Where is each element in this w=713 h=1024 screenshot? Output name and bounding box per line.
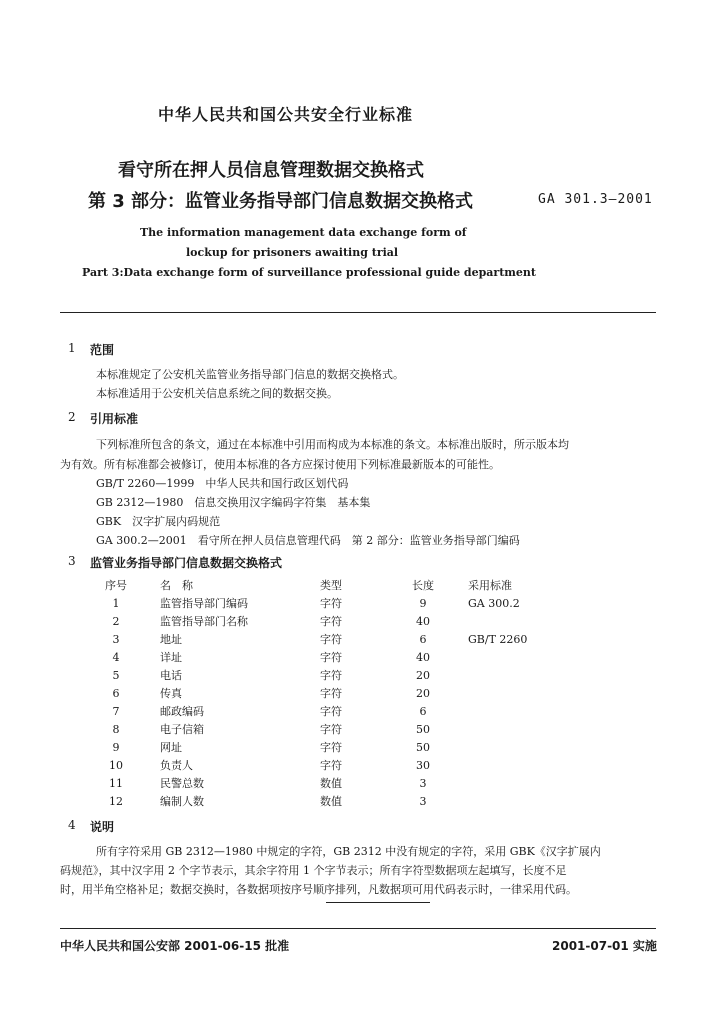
cell-seq: 11 xyxy=(109,777,123,790)
column-header: 名 称 xyxy=(160,579,193,592)
cell-seq: 10 xyxy=(109,759,123,772)
document-title-line2: 第 3 部分：监管业务指导部门信息数据交换格式 xyxy=(88,191,474,212)
cell-type: 数值 xyxy=(320,795,342,808)
column-header: 采用标准 xyxy=(468,579,512,592)
column-header: 长度 xyxy=(412,579,434,592)
cell-type: 字符 xyxy=(320,633,342,646)
cell-seq: 5 xyxy=(112,669,120,682)
section-1-number: 1 xyxy=(68,341,76,355)
cell-length: 6 xyxy=(419,633,427,646)
standard-category: 中华人民共和国公共安全行业标准 xyxy=(158,105,414,124)
cell-standard: GA 300.2 xyxy=(468,597,520,610)
cell-name: 监管指导部门名称 xyxy=(160,615,248,628)
column-header: 类型 xyxy=(320,579,342,592)
table-row xyxy=(82,649,608,667)
cell-standard: GB/T 2260 xyxy=(468,633,528,646)
column-header: 序号 xyxy=(105,579,127,592)
table-row xyxy=(82,703,608,721)
cell-type: 字符 xyxy=(320,741,342,754)
table-row xyxy=(82,685,608,703)
cell-seq: 12 xyxy=(109,795,123,808)
section-1-line: 本标准适用于公安机关信息系统之间的数据交换。 xyxy=(96,387,338,400)
english-title-line3: Part 3:Data exchange form of surveillance professional guide department xyxy=(82,266,536,279)
cell-length: 9 xyxy=(419,597,427,610)
cell-name: 民警总数 xyxy=(160,777,204,790)
section-4-line: 所有字符采用 GB 2312—1980 中规定的字符，GB 2312 中没有规定的字符，采用 GBK《汉字扩展内 xyxy=(96,845,601,858)
cell-type: 字符 xyxy=(320,687,342,700)
cell-standard xyxy=(468,775,608,793)
section-2-number: 2 xyxy=(68,410,76,424)
cell-seq: 4 xyxy=(112,651,120,664)
header-divider xyxy=(60,312,656,313)
cell-length: 50 xyxy=(416,723,430,736)
cell-name: 编制人数 xyxy=(160,795,204,808)
section-2-line: 为有效。所有标准都会被修订，使用本标准的各方应探讨使用下列标准最新版本的可能性。 xyxy=(60,458,500,471)
table-row xyxy=(82,631,608,649)
reference-item: GB 2312—1980 信息交换用汉字编码字符集 基本集 xyxy=(96,496,371,509)
reference-item: GB/T 2260—1999 中华人民共和国行政区划代码 xyxy=(96,477,349,490)
approval-info: 中华人民共和国公安部 2001-06-15 批准 xyxy=(60,939,290,953)
table-header-row xyxy=(82,577,608,595)
table-row xyxy=(82,739,608,757)
cell-standard xyxy=(468,757,608,775)
cell-seq: 8 xyxy=(112,723,120,736)
cell-type: 字符 xyxy=(320,669,342,682)
cell-seq: 3 xyxy=(112,633,120,646)
data-format-table xyxy=(82,577,608,811)
cell-standard xyxy=(468,739,608,757)
section-3-title: 监管业务指导部门信息数据交换格式 xyxy=(90,556,283,570)
cell-length: 40 xyxy=(416,615,430,628)
cell-length: 20 xyxy=(416,669,430,682)
english-title-line2: lockup for prisoners awaiting trial xyxy=(186,246,399,259)
cell-standard xyxy=(468,667,608,685)
cell-length: 3 xyxy=(419,795,427,808)
end-mark-line xyxy=(326,902,430,903)
cell-seq: 2 xyxy=(112,615,120,628)
table-row xyxy=(82,775,608,793)
cell-seq: 9 xyxy=(112,741,120,754)
cell-standard xyxy=(468,649,608,667)
table-row xyxy=(82,721,608,739)
cell-type: 数值 xyxy=(320,777,342,790)
cell-standard xyxy=(468,721,608,739)
section-4-number: 4 xyxy=(68,818,76,832)
table-row xyxy=(82,613,608,631)
table-row xyxy=(82,667,608,685)
cell-length: 6 xyxy=(419,705,427,718)
section-2-title: 引用标准 xyxy=(90,412,139,426)
reference-item: GA 300.2—2001 看守所在押人员信息管理代码 第 2 部分：监管业务指导部门编码 xyxy=(96,534,520,547)
cell-seq: 6 xyxy=(112,687,120,700)
section-1-line: 本标准规定了公安机关监管业务指导部门信息的数据交换格式。 xyxy=(96,368,404,381)
cell-standard xyxy=(468,685,608,703)
section-4-line: 码规范》，其中汉字用 2 个字节表示，其余字符用 1 个字节表示；所有字符型数据项左起填写，长度不足 xyxy=(60,864,567,877)
table-row xyxy=(82,793,608,811)
cell-name: 网址 xyxy=(160,741,182,754)
cell-type: 字符 xyxy=(320,615,342,628)
document-title-line1: 看守所在押人员信息管理数据交换格式 xyxy=(118,160,424,181)
cell-name: 电话 xyxy=(160,669,182,682)
footer-divider xyxy=(60,928,656,929)
table-row xyxy=(82,757,608,775)
section-4-title: 说明 xyxy=(90,820,115,834)
section-4-line: 时，用半角空格补足；数据交换时，各数据项按序号顺序排列，凡数据项可用代码表示时，一律采用代码。 xyxy=(60,883,577,896)
english-title-line1: The information management data exchange form of xyxy=(140,226,467,239)
cell-type: 字符 xyxy=(320,651,342,664)
cell-type: 字符 xyxy=(320,723,342,736)
cell-seq: 7 xyxy=(112,705,120,718)
cell-name: 监管指导部门编码 xyxy=(160,597,248,610)
cell-length: 3 xyxy=(419,777,427,790)
cell-type: 字符 xyxy=(320,597,342,610)
cell-type: 字符 xyxy=(320,705,342,718)
cell-seq: 1 xyxy=(112,597,120,610)
cell-name: 电子信箱 xyxy=(160,723,204,736)
table-row xyxy=(82,595,608,613)
section-2-line: 下列标准所包含的条文，通过在本标准中引用而构成为本标准的条文。本标准出版时，所示版本均 xyxy=(96,438,569,451)
section-3-number: 3 xyxy=(68,554,76,568)
cell-name: 传真 xyxy=(160,687,182,700)
standard-code: GA 301.3—2001 xyxy=(538,192,653,207)
cell-standard xyxy=(468,613,608,631)
cell-length: 30 xyxy=(416,759,430,772)
cell-length: 20 xyxy=(416,687,430,700)
cell-standard xyxy=(468,703,608,721)
cell-type: 字符 xyxy=(320,759,342,772)
cell-name: 邮政编码 xyxy=(160,705,204,718)
cell-name: 地址 xyxy=(160,633,182,646)
cell-length: 50 xyxy=(416,741,430,754)
section-1-title: 范围 xyxy=(90,343,115,357)
reference-item: GBK 汉字扩展内码规范 xyxy=(96,515,221,528)
cell-name: 负责人 xyxy=(160,759,193,772)
cell-name: 详址 xyxy=(160,651,182,664)
implementation-date: 2001-07-01 实施 xyxy=(552,939,657,953)
cell-standard xyxy=(468,793,608,811)
cell-length: 40 xyxy=(416,651,430,664)
